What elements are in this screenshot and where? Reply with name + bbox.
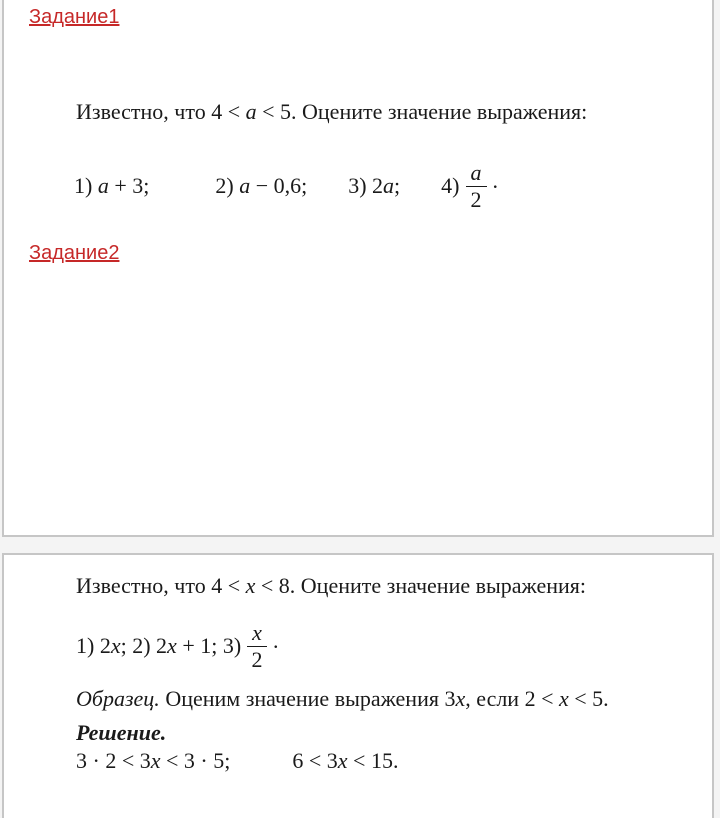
solution-work-left: 3 · 2 < 3x < 3 · 5;: [76, 748, 231, 773]
task2-expressions: [76, 615, 278, 677]
task1-expressions: [74, 153, 498, 219]
expression-end-period: .: [492, 168, 498, 193]
task1-problem-statement: Известно, что 4 < a < 5. Оцените значение выражения:: [76, 99, 588, 124]
sample-line: Образец. Оценим значение выражения 3x, если 2 < x < 5.: [76, 686, 609, 711]
fraction-denominator: 2: [470, 186, 482, 212]
fraction-denominator: 2: [251, 646, 263, 672]
task1-expression-4-label: 4): [441, 173, 460, 198]
solution-label: Решение.: [76, 720, 167, 745]
task1-expression-3: 3) 2a;: [348, 173, 401, 198]
task1-expression-4: [441, 161, 498, 212]
fraction-a-over-2: [466, 161, 487, 212]
expression-end-period: .: [272, 628, 279, 653]
task1-link[interactable]: Задание1: [29, 6, 120, 28]
task2-expression-list: [76, 621, 278, 672]
task2-expressions-prefix: 1) 2x; 2) 2x + 1; 3): [76, 633, 242, 658]
task2-link[interactable]: Задание2: [29, 242, 120, 264]
task1-expression-2: 2) a − 0,6;: [215, 173, 308, 198]
task1-expression-1: 1) a + 3;: [74, 173, 150, 198]
task2-card: [2, 553, 714, 818]
fraction-numerator: a: [466, 161, 487, 187]
task2-problem-statement: Известно, что 4 < x < 8. Оцените значение выражения:: [76, 573, 587, 598]
task1-card: [2, 0, 714, 537]
solution-work-right: 6 < 3x < 15.: [292, 748, 399, 773]
fraction-numerator: x: [247, 621, 267, 647]
fraction-x-over-2: [247, 621, 267, 672]
solution-work-line: [76, 748, 398, 774]
